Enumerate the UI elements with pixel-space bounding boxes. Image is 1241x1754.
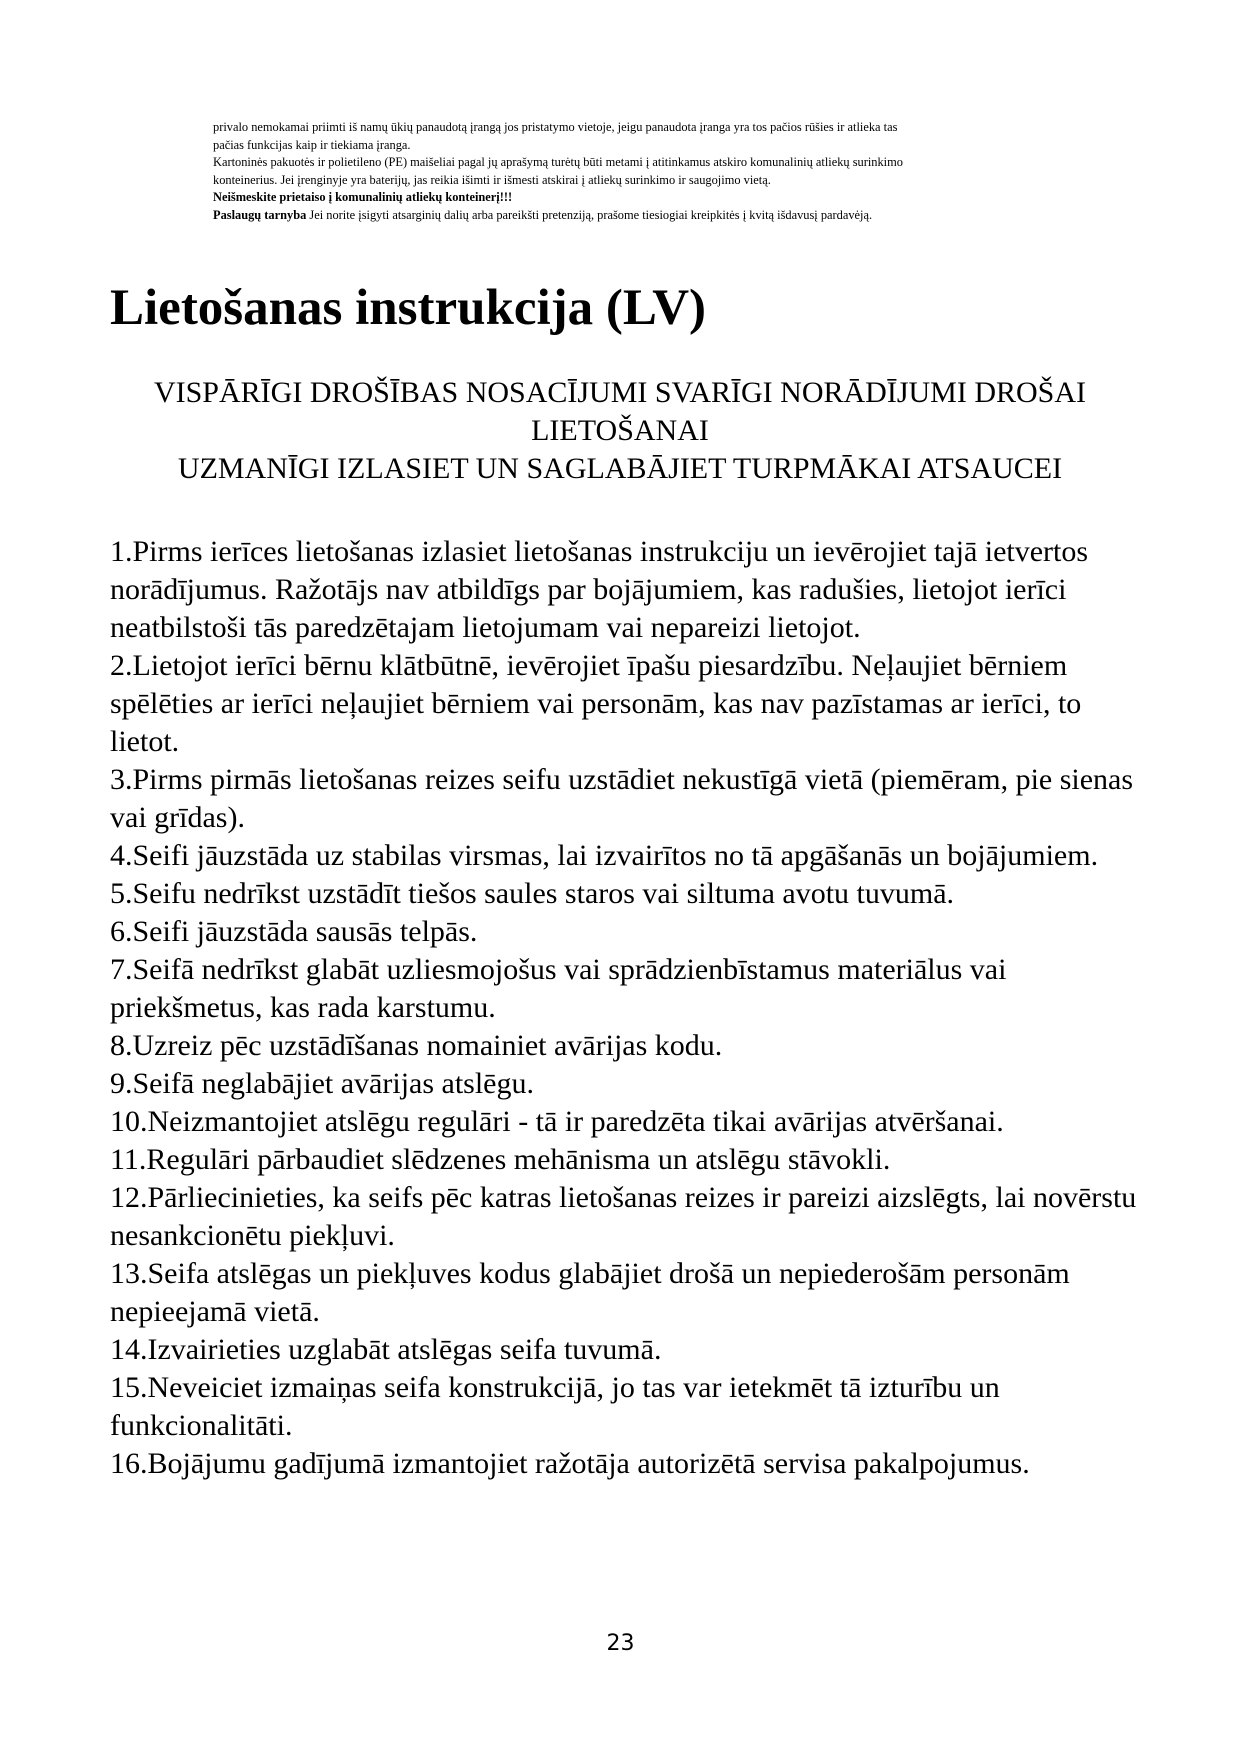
rule-item: 11.Regulāri pārbaudiet slēdzenes mehānisma un atslēgu stāvokli. (110, 1143, 891, 1176)
rule-item: 13.Seifa atslēgas un piekļuves kodus glabājiet drošā un nepiederošām personām nepieejamā vietā. (110, 1257, 1070, 1328)
safety-rules-list (110, 533, 1150, 1483)
rule-item: 5.Seifu nedrīkst uzstādīt tiešos saules staros vai siltuma avotu tuvumā. (110, 877, 955, 910)
note-line-warning (213, 189, 1133, 207)
warning-text: Neišmeskite prietaiso į komunalinių atliekų konteinerį!!! (213, 190, 513, 205)
note-line: Kartoninės pakuotės ir polietileno (PE) maišeliai pagal jų aprašymą turėtų būti metami į atitinkamus atskiro komunalinių atliekų surinkimo (213, 155, 903, 170)
top-notes (213, 119, 1133, 225)
rule-item: 7.Seifā nedrīkst glabāt uzliesmojošus vai sprādzienbīstamus materiālus vai priekšmetus, kas rada karstumu. (110, 953, 1007, 1024)
safety-subheading (100, 374, 1140, 488)
rule-item: 1.Pirms ierīces lietošanas izlasiet lietošanas instrukciju un ievērojiet tajā ietvertos norādījumus. Ražotājs nav atbildīgs par bojājumiem, kas radušies, lietojot ierīci neatbilstoši tās paredzētajam lietojumam vai nepareizi lietojot. (110, 535, 1089, 644)
rule-item: 8.Uzreiz pēc uzstādīšanas nomainiet avārijas kodu. (110, 1029, 723, 1062)
rule-item: 16.Bojājumu gadījumā izmantojiet ražotāja autorizētā servisa pakalpojumus. (110, 1447, 1030, 1480)
page-number: 23 (606, 1631, 635, 1656)
subheading-line: LIETOŠANAI (531, 414, 709, 447)
note-line-service (213, 207, 1133, 225)
note-line: konteinerius. Jei įrenginyje yra baterijų, jas reikia išimti ir išmesti atskirai į atliekų surinkimo ir saugojimo vietą. (213, 172, 771, 187)
note-line: pačias funkcijas kaip ir tiekiama įranga. (213, 137, 411, 152)
subheading-line: VISPĀRĪGI DROŠĪBAS NOSACĪJUMI SVARĪGI NORĀDĪJUMI DROŠAI (153, 376, 1087, 409)
service-text: Jei norite įsigyti atsarginių dalių arba pareikšti pretenziją, prašome tiesiogiai kreipkitės į kvitą išdavusį pardavėją. (306, 207, 873, 222)
subheading-line: UZMANĪGI IZLASIET UN SAGLABĀJIET TURPMĀKAI ATSAUCEI (177, 452, 1063, 485)
rule-item: 14.Izvairieties uzglabāt atslēgas seifa tuvumā. (110, 1333, 662, 1366)
rule-item: 10.Neizmantojiet atslēgu regulāri - tā ir paredzēta tikai avārijas atvēršanai. (110, 1105, 1004, 1138)
rule-item: 4.Seifi jāuzstāda uz stabilas virsmas, lai izvairītos no tā apgāšanās un bojājumiem. (110, 839, 1099, 872)
page-title: Lietošanas instrukcija (LV) (110, 280, 707, 336)
note-line: privalo nemokamai priimti iš namų ūkių panaudotą įrangą jos pristatymo vietoje, jeigu panaudota įranga yra tos pačios rūšies ir atlieka tas (213, 120, 898, 134)
rule-item: 3.Pirms pirmās lietošanas reizes seifu uzstādiet nekustīgā vietā (piemēram, pie sienas vai grīdas). (110, 763, 1134, 834)
service-label: Paslaugų tarnyba (213, 207, 307, 222)
rule-item: 12.Pārliecinieties, ka seifs pēc katras lietošanas reizes ir pareizi aizslēgts, lai novērstu nesankcionētu piekļuvi. (110, 1181, 1137, 1252)
rule-item: 6.Seifi jāuzstāda sausās telpās. (110, 915, 478, 948)
rule-item: 2.Lietojot ierīci bērnu klātbūtnē, ievērojiet īpašu piesardzību. Neļaujiet bērniem spēlēties ar ierīci neļaujiet bērniem vai personām, kas nav pazīstamas ar ierīci, to lietot. (110, 649, 1082, 758)
rule-item: 15.Neveiciet izmaiņas seifa konstrukcijā, jo tas var ietekmēt tā izturību un funkcionalitāti. (110, 1371, 1000, 1442)
rule-item: 9.Seifā neglabājiet avārijas atslēgu. (110, 1067, 534, 1100)
